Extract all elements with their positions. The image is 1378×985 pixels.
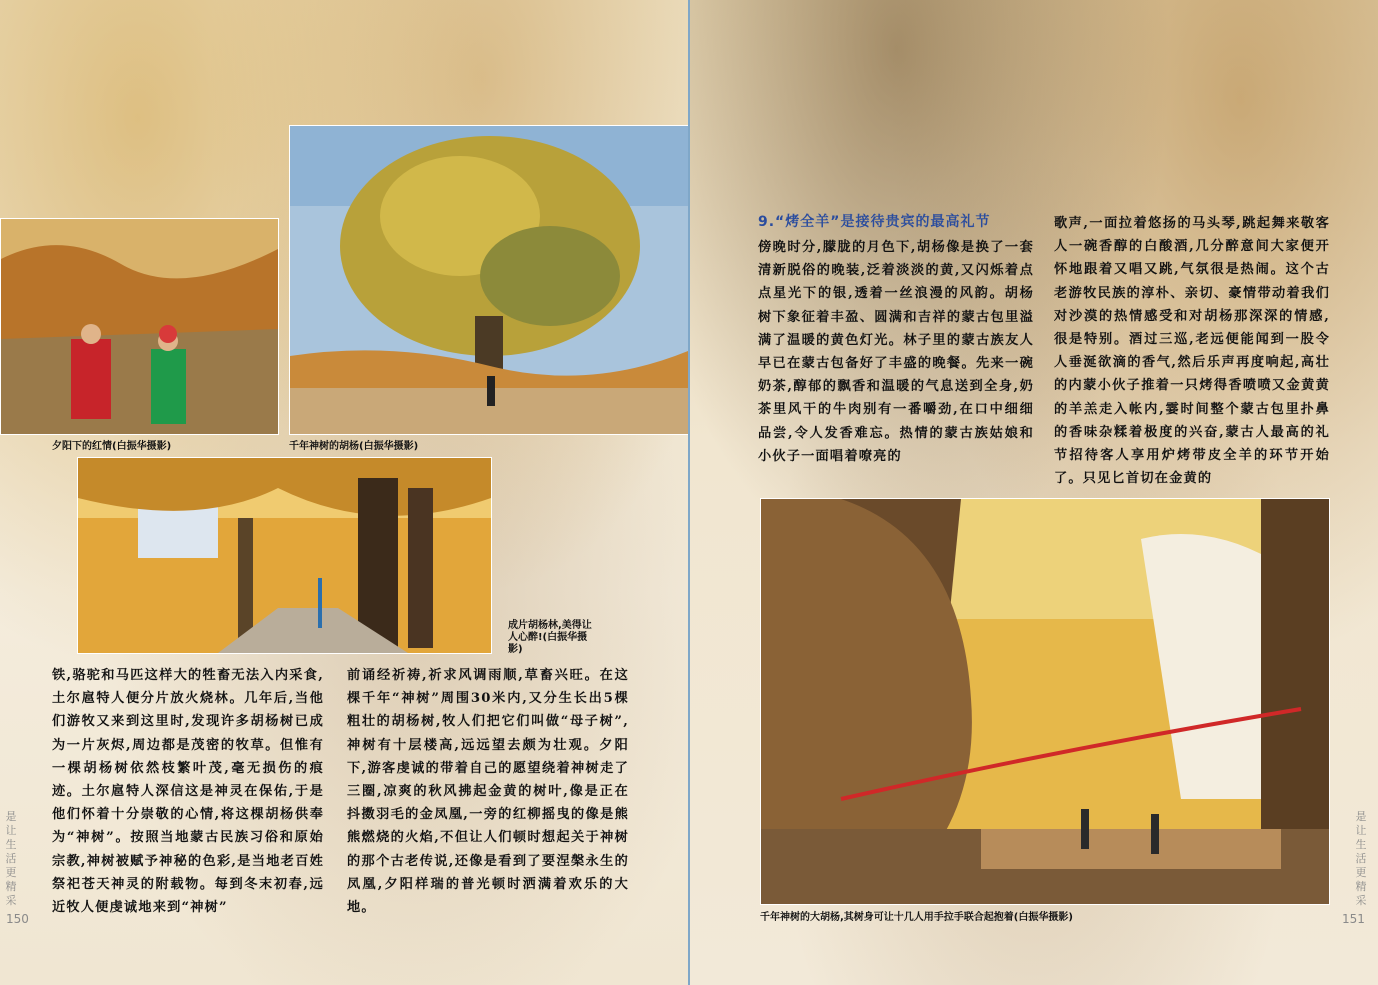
- photo-great-poplar-trunk: [760, 498, 1330, 905]
- left-page-number: 150: [6, 912, 29, 926]
- photo-thousand-year-tree: [289, 125, 689, 435]
- caption-photo1: 夕阳下的红情(白振华摄影): [52, 441, 172, 452]
- right-column-2: 歌声,一面拉着悠扬的马头琴,跳起舞来敬客人一碗香醇的白酸酒,几分醉意间大家便开怀地跟着又唱又跳,气氛很是热闹。这个古老游牧民族的淳朴、亲切、豪情带动着我们对沙漠的热情感受和对胡杨那深深的情感,很是特别。酒过三巡,老远便能闻到一股令人垂涎欲滴的香气,然后乐声再度响起,高壮的内蒙小伙子推着一只烤得香喷喷又金黄黄的羊羔走入帐内,霎时间整个蒙古包里扑鼻的香味杂糅着极度的兴奋,蒙古人最高的礼节招待客人享用炉烤带皮全羊的环节开始了。只见匕首切在金黄的: [1054, 216, 1330, 487]
- right-page-number: 151: [1342, 912, 1365, 926]
- left-side-text: 是让生活更精采: [5, 810, 17, 907]
- right-column-1: [758, 212, 1034, 468]
- photo-poplar-forest: [77, 457, 492, 654]
- photo-sunset-red-couple: [0, 218, 279, 435]
- caption-great-poplar: 千年神树的大胡杨,其树身可让十几人用手拉手联合起抱着(白振华摄影): [760, 912, 1073, 923]
- caption-photo3: 成片胡杨林,美得让人心醉!(白振华摄影): [508, 620, 592, 655]
- right-page: [690, 0, 1378, 985]
- left-column-2: 前诵经祈祷,祈求风调雨顺,草畜兴旺。在这棵千年“神树”周围30米内,又分生长出5棵粗壮的胡杨树,牧人们把它们叫做“母子树”,神树有十层楼高,远远望去颇为壮观。夕阳下,游客虔诚的带着自己的愿望绕着神树走了三圈,凉爽的秋风拂起金黄的树叶,像是正在抖擞羽毛的金凤凰,一旁的红柳摇曳的像是熊熊燃烧的火焰,不但让人们顿时想起关于神树的那个古老传说,还像是看到了要涅槃永生的凤凰,夕阳样瑞的普光顿时洒满着欢乐的大地。: [347, 668, 629, 916]
- left-column-1: 铁,骆驼和马匹这样大的牲畜无法入内采食,土尔扈特人便分片放火烧林。几年后,当他们游牧又来到这里时,发现许多胡杨树已成为一片灰烬,周边都是茂密的牧草。但惟有一棵胡杨树依然枝繁叶茂,毫无损伤的痕迹。土尔扈特人深信这是神灵在保佑,于是他们怀着十分崇敬的心情,将这棵胡杨供奉为“神树”。按照当地蒙古民族习俗和原始宗教,神树被赋予神秘的色彩,是当地老百姓祭祀苍天神灵的附载物。每到冬末初春,远近牧人便虔诚地来到“神树”: [52, 668, 324, 916]
- section-heading: 9.“烤全羊”是接待贵宾的最高礼节: [758, 214, 991, 230]
- right-column-1-text: 傍晚时分,朦胧的月色下,胡杨像是换了一套清新脱俗的晚装,泛着淡淡的黄,又闪烁着点点星光下的银,透着一丝浪漫的风韵。胡杨树下象征着丰盈、圆满和吉祥的蒙古包里溢满了温暖的黄色灯光。林子里的蒙古族友人早已在蒙古包备好了丰盛的晚餐。先来一碗奶茶,醇郁的飘香和温暖的气息送到全身,奶茶里风干的牛肉别有一番嚼劲,在口中细细品尝,令人发香难忘。热情的蒙古族姑娘和小伙子一面唱着嘹亮的: [758, 240, 1034, 464]
- caption-photo2: 千年神树的胡杨(白振华摄影): [289, 441, 419, 452]
- right-side-text: 是让生活更精采: [1355, 810, 1367, 907]
